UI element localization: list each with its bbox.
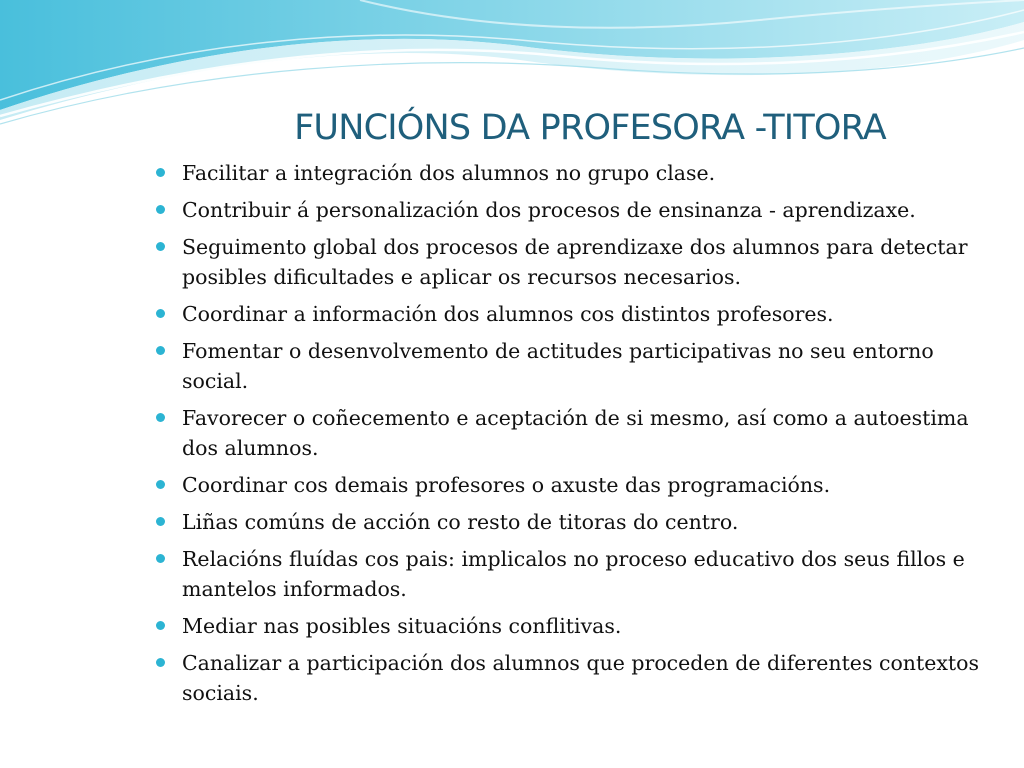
list-item xyxy=(154,507,994,537)
list-item xyxy=(154,299,994,329)
list-item xyxy=(154,232,994,292)
bullet-text: Seguimento global dos procesos de aprendizaxe dos alumnos para detectar posibles dificultades e aplicar os recursos necesarios. xyxy=(182,235,968,289)
bullet-icon xyxy=(156,517,165,526)
bullet-text: Canalizar a participación dos alumnos que proceden de diferentes contextos sociais. xyxy=(182,651,980,705)
list-item xyxy=(154,195,994,225)
bullet-text: Relacións fluídas cos pais: implicalos no proceso educativo dos seus fillos e mantelos informados. xyxy=(182,547,965,601)
list-item xyxy=(154,470,994,500)
bullet-icon xyxy=(156,309,165,318)
list-item xyxy=(154,336,994,396)
bullet-text: Facilitar a integración dos alumnos no grupo clase. xyxy=(182,161,716,185)
bullet-icon xyxy=(156,658,165,667)
bullet-text: Liñas comúns de acción co resto de titoras do centro. xyxy=(182,510,739,534)
list-item xyxy=(154,611,994,641)
slide-title: FUNCIÓNS DA PROFESORA -TITORA xyxy=(294,108,886,148)
bullet-icon xyxy=(156,242,165,251)
bullet-text: Fomentar o desenvolvemento de actitudes participativas no seu entorno social. xyxy=(182,339,934,393)
bullet-text: Coordinar a información dos alumnos cos distintos profesores. xyxy=(182,302,834,326)
list-item xyxy=(154,403,994,463)
list-item xyxy=(154,648,994,708)
bullet-icon xyxy=(156,554,165,563)
list-item xyxy=(154,158,994,188)
bullet-icon xyxy=(156,480,165,489)
bullet-icon xyxy=(156,413,165,422)
bullet-list xyxy=(154,158,994,715)
bullet-text: Contribuir á personalización dos procesos de ensinanza - aprendizaxe. xyxy=(182,198,916,222)
bullet-icon xyxy=(156,621,165,630)
bullet-text: Favorecer o coñecemento e aceptación de si mesmo, así como a autoestima dos alumnos. xyxy=(182,406,969,460)
bullet-icon xyxy=(156,346,165,355)
bullet-icon xyxy=(156,205,165,214)
bullet-text: Mediar nas posibles situacións conflitivas. xyxy=(182,614,622,638)
bullet-icon xyxy=(156,168,165,177)
list-item xyxy=(154,544,994,604)
bullet-text: Coordinar cos demais profesores o axuste das programacións. xyxy=(182,473,831,497)
